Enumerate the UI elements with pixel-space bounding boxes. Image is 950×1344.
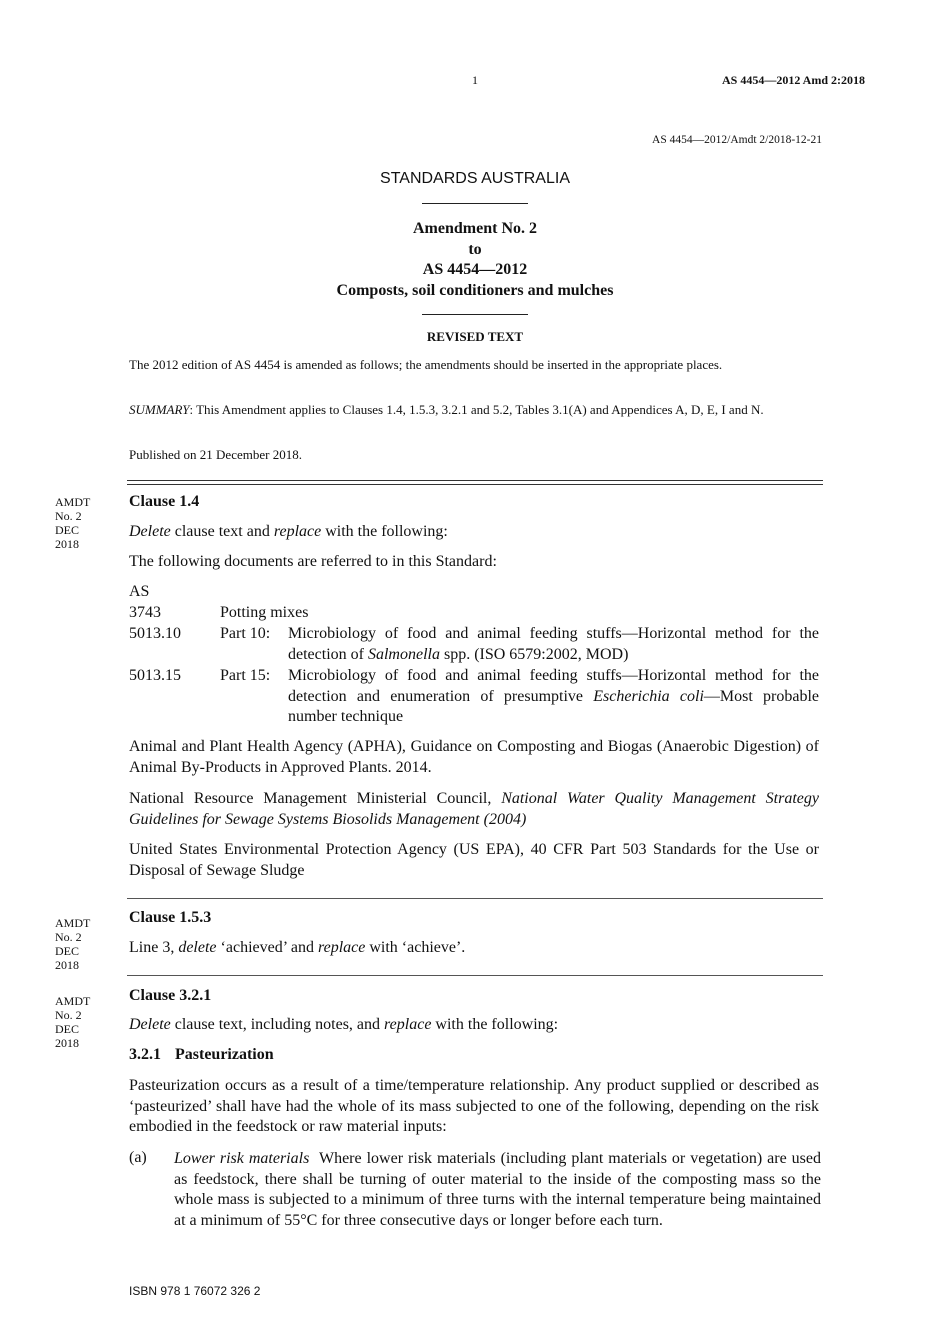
amendment-marker-3	[55, 994, 90, 1050]
organization-name: STANDARDS AUSTRALIA	[380, 170, 570, 187]
title-line-4: Composts, soil conditioners and mulches	[336, 281, 614, 299]
title-line-2: to	[468, 240, 482, 258]
list-item-a	[174, 1149, 826, 1231]
nrmmc-org: National Resource Management Ministerial Council,	[129, 790, 502, 807]
summary-paragraph	[129, 401, 821, 419]
amdt-year: 2018	[55, 1036, 79, 1050]
amdt-year: 2018	[55, 537, 79, 551]
amendment-title	[0, 219, 950, 301]
clause-1-5-3-instruction	[129, 938, 819, 959]
reference-number: 5013.10	[129, 625, 181, 642]
section-rule	[127, 975, 823, 976]
amendment-marker-1	[55, 495, 90, 551]
summary-label: SUMMARY	[129, 402, 190, 417]
reference-number: 5013.15	[129, 667, 181, 684]
usepa-reference: United States Environmental Protection Agency (US EPA), 40 CFR Part 503 Standards for the Use or Disposal of Sewage Sludge	[129, 841, 819, 879]
reference-description	[288, 624, 819, 665]
revised-text-label: REVISED TEXT	[426, 329, 524, 344]
reference-part: Part 15:	[220, 667, 271, 684]
reference-title: Potting mixes	[220, 604, 309, 621]
amdt-label: AMDT	[55, 916, 91, 930]
published-date: Published on 21 December 2018.	[129, 447, 302, 462]
delete-word: delete	[178, 939, 217, 956]
delete-word: Delete	[129, 1016, 171, 1033]
replace-word: replace	[384, 1016, 432, 1033]
reference-5013-15	[129, 666, 819, 728]
amdt-month: DEC	[55, 523, 79, 537]
reference-5013-10	[129, 624, 819, 666]
page-number: 1	[472, 73, 478, 87]
section-rule	[127, 898, 823, 899]
intro-paragraph: The 2012 edition of AS 4454 is amended as follows; the amendments should be inserted in the appropriate places.	[129, 357, 723, 372]
organism-name: Escherichia coli	[593, 687, 704, 705]
nrmmc-reference	[129, 789, 819, 830]
instruction-text: with the following:	[321, 523, 448, 540]
reference-3743	[129, 603, 819, 624]
title-divider-bottom	[422, 314, 528, 315]
subclause-heading	[129, 1045, 819, 1066]
list-item-text: Where lower risk materials (including plant materials or vegetation) are used as feedstock, there shall be turning of outer material to the inside of the composting mass so the whole mass is subjected to a minimum of three turns with the internal temperature being maintained at a minimum of 55°C for three consecutive days or longer before each turn.	[174, 1150, 826, 1229]
delete-word: Delete	[129, 523, 171, 540]
clause-1-4-instruction	[129, 522, 819, 543]
reference-part: Part 10:	[220, 625, 271, 642]
amdt-label: AMDT	[55, 994, 91, 1008]
organism-name: Salmonella	[367, 645, 440, 663]
replace-word: replace	[317, 939, 366, 956]
reference-desc-text: Microbiology of food and animal feeding stuffs—Horizontal method for the detection of	[288, 625, 819, 663]
subclause-number: 3.2.1	[129, 1046, 161, 1063]
nrmmc-title: National Water Quality Management Strategy Guidelines for Sewage Systems Biosolids Management (2004)	[129, 790, 819, 828]
amdt-year: 2018	[55, 958, 79, 972]
section-double-rule	[127, 480, 823, 485]
as-refs-label: AS	[129, 583, 150, 600]
replace-word: replace	[273, 523, 322, 540]
amdt-number: No. 2	[55, 509, 82, 523]
instruction-text: Line 3,	[129, 939, 179, 956]
reference-desc-text: spp. (ISO 6579:2002, MOD)	[439, 645, 629, 663]
instruction-text: with ‘achieve’.	[365, 939, 466, 956]
list-item-heading: Lower risk materials	[174, 1150, 310, 1167]
clause-1-5-3-heading: Clause 1.5.3	[129, 909, 212, 926]
running-head: AS 4454—2012 Amd 2:2018	[721, 73, 865, 87]
amdt-month: DEC	[55, 1022, 79, 1036]
amendment-marker-2	[55, 916, 90, 972]
amdt-label: AMDT	[55, 495, 91, 509]
reference-number: 3743	[129, 604, 161, 621]
amdt-number: No. 2	[55, 1008, 82, 1022]
reference-desc-text: —Most probable number technique	[288, 687, 819, 726]
amdt-number: No. 2	[55, 930, 82, 944]
instruction-text: with the following:	[431, 1016, 559, 1033]
document-reference: AS 4454—2012/Amdt 2/2018-12-21	[652, 134, 822, 146]
reference-description	[288, 666, 819, 728]
list-item-label: (a)	[129, 1149, 147, 1166]
title-line-1: Amendment No. 2	[413, 220, 537, 237]
instruction-text: ‘achieved’ and	[216, 939, 318, 956]
referenced-docs-lead: The following documents are referred to in this Standard:	[129, 553, 497, 570]
apha-reference: Animal and Plant Health Agency (APHA), Guidance on Composting and Biogas (Anaerobic Digestion) of Animal By-Products in Approved Plants. 2014.	[129, 738, 819, 776]
clause-3-2-1-heading: Clause 3.2.1	[129, 987, 212, 1004]
title-line-3: AS 4454—2012	[422, 261, 528, 279]
summary-text: : This Amendment applies to Clauses 1.4, 1.5.3, 3.2.1 and 5.2, Tables 3.1(A) and Appendices A, D, E, I and N.	[189, 402, 764, 417]
instruction-text: clause text, including notes, and	[170, 1016, 385, 1033]
subclause-title: Pasteurization	[175, 1046, 274, 1063]
clause-3-2-1-instruction	[129, 1015, 819, 1036]
clause-1-4-heading: Clause 1.4	[129, 493, 200, 510]
title-divider-top	[422, 203, 528, 204]
isbn: ISBN 978 1 76072 326 2	[129, 1284, 261, 1298]
reference-desc-text: Microbiology of food and animal feeding stuffs—Horizontal method for the detection and enumeration of presumptive	[288, 667, 819, 705]
pasteurization-paragraph: Pasteurization occurs as a result of a time/temperature relationship. Any product supplied or described as ‘pasteurized’ shall have had the whole of its mass subjected to one of the following, depending on the risk embodied in the feedstock or raw material inputs:	[129, 1077, 819, 1136]
instruction-text: clause text and	[170, 523, 274, 540]
amdt-month: DEC	[55, 944, 79, 958]
